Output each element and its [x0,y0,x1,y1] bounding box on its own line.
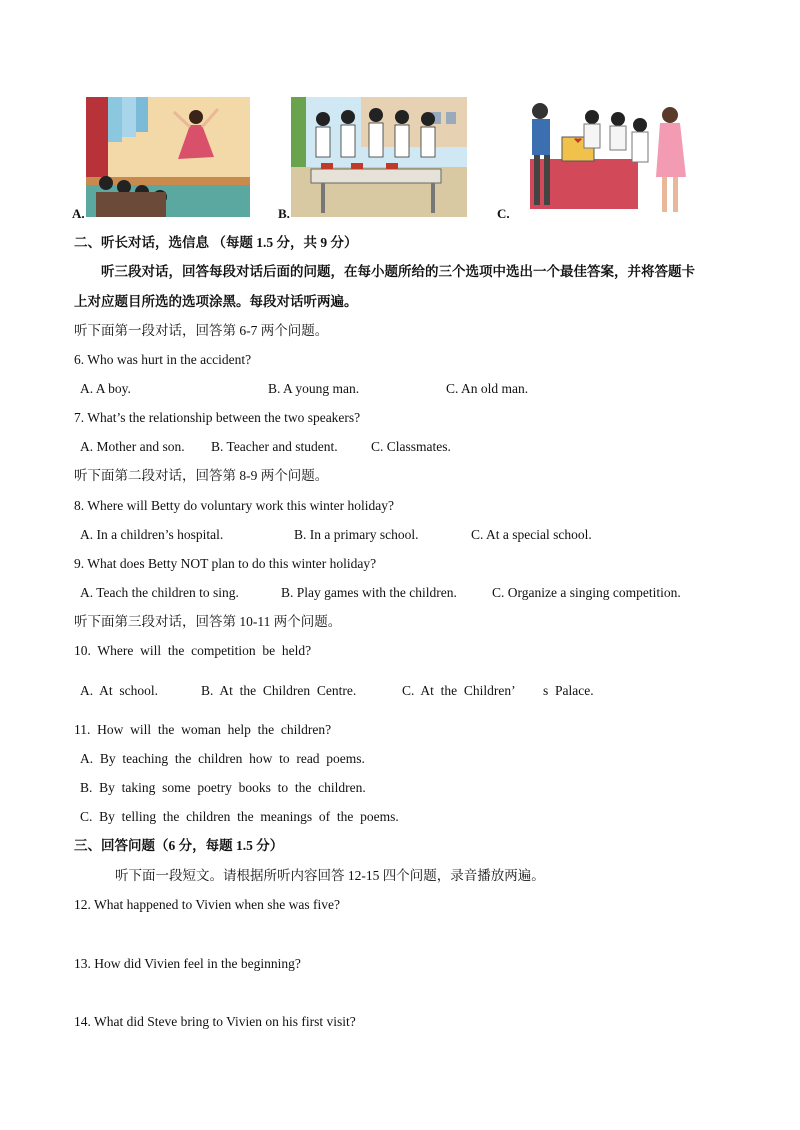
dialog-1-intro: 听下面第一段对话，回答第 6-7 两个问题。 [74,323,329,338]
question-11: 11. How will the woman help the children? [74,722,332,737]
section-2-instruction-line1: 听三段对话，回答每段对话后面的问题，在每小题所给的三个选项中选出一个最佳答案，并将答题卡 [101,264,695,279]
section-2-heading: 二、听长对话，选信息 （每题 1.5 分，共 9 分） [74,235,358,250]
question-9: 9. What does Betty NOT plan to do this winter holiday? [74,556,377,571]
question-11-option-c: C. By telling the children the meanings of the poems. [80,809,399,824]
donation-box-icon [510,97,700,219]
section-3-heading: 三、回答问题（6 分，每题 1.5 分） [74,838,284,853]
question-8: 8. Where will Betty do voluntary work this winter holiday? [74,498,394,513]
book-sale-icon [291,97,467,217]
dance-performance-icon [86,97,250,217]
dialog-2-intro: 听下面第二段对话，回答第 8-9 两个问题。 [74,468,329,483]
section-3-instruction: 听下面一段短文。请根据所听内容回答 12-15 四个问题，录音播放两遍。 [115,868,545,883]
question-8-option-c: C. At a special school. [471,527,592,542]
question-11-option-a: A. By teaching the children how to read poems. [80,751,365,766]
question-8-option-a: A. In a children’s hospital. [80,527,224,542]
picture-c [510,97,700,219]
question-10-option-c: C. At the Children’ [402,683,516,698]
question-14: 14. What did Steve bring to Vivien on his first visit? [74,1014,356,1029]
section-2-instruction-line2: 上对应题目所选的选项涂黑。每段对话听两遍。 [74,294,358,309]
question-10-option-b: B. At the Children Centre. [201,683,357,698]
question-8-option-b: B. In a primary school. [294,527,419,542]
question-6: 6. Who was hurt in the accident? [74,352,252,367]
picture-a-label: A. [72,206,85,221]
question-10: 10. Where will the competition be held? [74,643,312,658]
question-6-option-a: A. A boy. [80,381,131,396]
question-7: 7. What’s the relationship between the two speakers? [74,410,361,425]
question-6-option-b: B. A young man. [268,381,360,396]
question-10-option-a: A. At school. [80,683,159,698]
question-10-option-c-tail: s Palace. [543,683,594,698]
question-7-option-c: C. Classmates. [371,439,451,454]
dialog-3-intro: 听下面第三段对话，回答第 10-11 两个问题。 [74,614,342,629]
picture-b-label: B. [278,206,290,221]
question-7-option-a: A. Mother and son. [80,439,185,454]
question-9-option-b: B. Play games with the children. [281,585,457,600]
picture-c-label: C. [497,206,510,221]
picture-a [86,97,250,217]
question-9-option-c: C. Organize a singing competition. [492,585,681,600]
question-7-option-b: B. Teacher and student. [211,439,338,454]
picture-b [291,97,467,217]
question-12: 12. What happened to Vivien when she was five? [74,897,340,912]
question-9-option-a: A. Teach the children to sing. [80,585,239,600]
question-13: 13. How did Vivien feel in the beginning? [74,956,301,971]
question-11-option-b: B. By taking some poetry books to the children. [80,780,366,795]
question-6-option-c: C. An old man. [446,381,529,396]
